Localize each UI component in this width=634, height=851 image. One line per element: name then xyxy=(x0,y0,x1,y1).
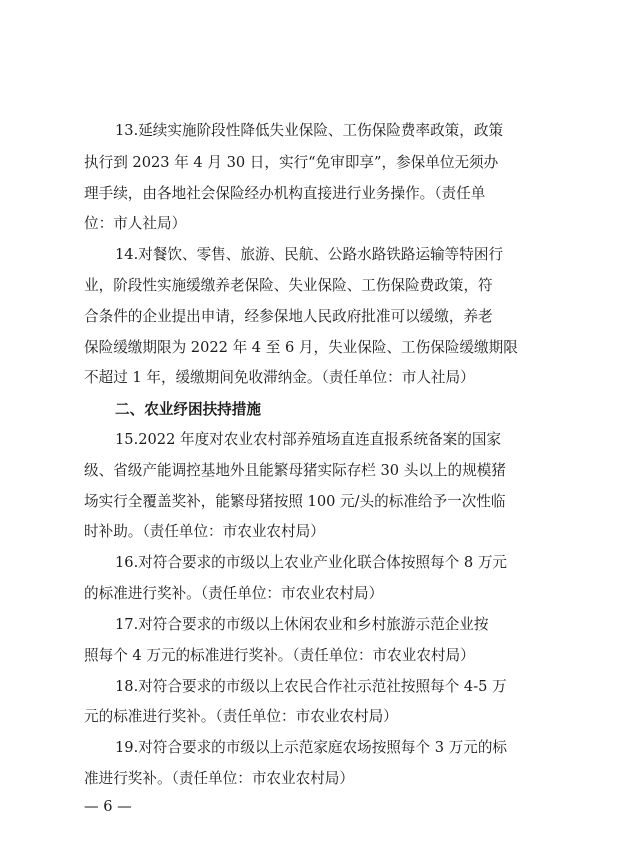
text-line: 14.对餐饮、零售、旅游、民航、公路水路铁路运输等特困行 xyxy=(115,246,504,263)
text-line: 执行到 2023 年 4 月 30 日，实行“免审即享”，参保单位无须办 xyxy=(84,154,499,171)
text-line: 16.对符合要求的市级以上农业产业化联合体按照每个 8 万元 xyxy=(115,554,508,571)
text-line: 时补助。（责任单位：市农业农村局） xyxy=(84,523,325,540)
text-line: 业，阶段性实施缓缴养老保险、失业保险、工伤保险费政策，符 xyxy=(84,277,493,294)
text-line: 位：市人社局） xyxy=(84,215,187,232)
page-number: — 6 — xyxy=(84,798,132,815)
text-line: 保险缓缴期限为 2022 年 4 至 6 月，失业保险、工伤保险缓缴期限 xyxy=(84,339,518,356)
section-heading: 二、农业纾困扶持措施 xyxy=(115,401,261,418)
text-line: 不超过 1 年，缓缴期间免收滞纳金。（责任单位：市人社局） xyxy=(84,369,475,386)
text-line: 13.延续实施阶段性降低失业保险、工伤保险费率政策，政策 xyxy=(115,122,504,139)
text-line: 准进行奖补。（责任单位：市农业农村局） xyxy=(84,770,354,787)
text-line: 元的标准进行奖补。（责任单位：市农业农村局） xyxy=(84,708,398,725)
text-line: 场实行全覆盖奖补，能繁母猪按照 100 元/头的标准给予一次性临 xyxy=(84,493,506,510)
text-line: 照每个 4 万元的标准进行奖补。（责任单位：市农业农村局） xyxy=(84,647,475,664)
text-line: 合条件的企业提出申请，经参保地人民政府批准可以缓缴，养老 xyxy=(84,308,493,325)
text-line: 19.对符合要求的市级以上示范家庭农场按照每个 3 万元的标 xyxy=(115,739,508,756)
text-line: 级、省级产能调控基地外且能繁母猪实际存栏 30 头以上的规模猪 xyxy=(84,462,506,479)
text-line: 17.对符合要求的市级以上休闲农业和乡村旅游示范企业按 xyxy=(115,616,489,633)
text-line: 的标准进行奖补。（责任单位：市农业农村局） xyxy=(84,585,384,602)
text-line: 15.2022 年度对农业农村部养殖场直连直报系统备案的国家 xyxy=(115,431,502,448)
text-line: 18.对符合要求的市级以上农民合作社示范社按照每个 4-5 万 xyxy=(115,678,507,695)
text-line: 理手续，由各地社会保险经办机构直接进行业务操作。（责任单 xyxy=(84,185,486,202)
